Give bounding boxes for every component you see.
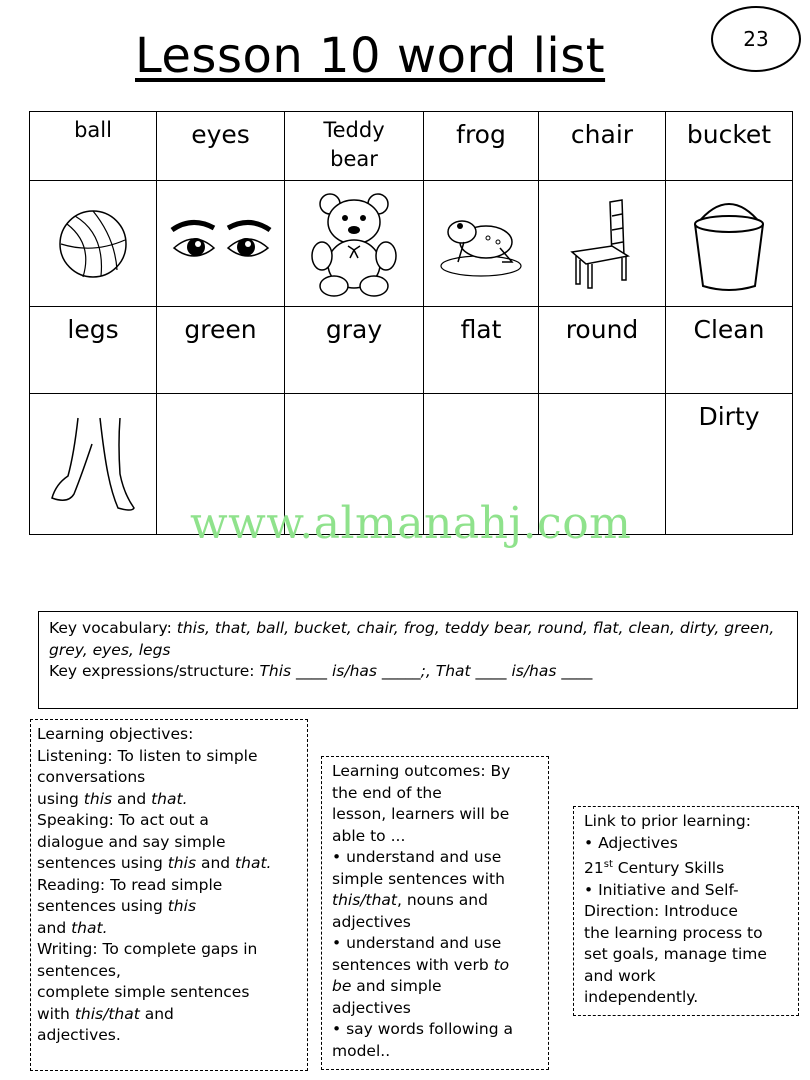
word-cell	[666, 307, 793, 394]
prior-line: Direction: Introduce	[584, 902, 738, 921]
outcomes-line: adjectives	[332, 912, 411, 931]
key-expressions-label: Key expressions/structure:	[49, 662, 260, 680]
frog-icon	[436, 204, 526, 284]
ball-icon	[53, 204, 133, 284]
word-cell	[285, 307, 424, 394]
bucket-icon	[689, 194, 769, 294]
prior-line: set goals, manage time	[584, 945, 767, 964]
word-cell	[424, 307, 539, 394]
picture-row-1	[30, 181, 793, 307]
outcomes-line: the end of the	[332, 783, 442, 802]
word-cell	[30, 307, 157, 394]
speaking-line: Speaking: To act out a	[37, 811, 209, 829]
word-flat: flat	[460, 315, 502, 344]
word-teddy-bear: Teddy bear	[323, 118, 385, 171]
word-cell	[157, 112, 285, 181]
word-cell	[30, 112, 157, 181]
word-eyes: eyes	[191, 120, 250, 149]
word-ball: ball	[74, 118, 112, 142]
word-chair: chair	[570, 120, 634, 149]
word-bucket: bucket	[686, 120, 772, 149]
page-number: 23	[711, 6, 801, 72]
key-expression-separator: ,	[425, 662, 436, 680]
word-legs: legs	[67, 315, 119, 344]
key-vocabulary-words-cont: grey, eyes, legs	[49, 640, 171, 659]
picture-cell	[157, 181, 285, 307]
legs-icon	[38, 414, 148, 514]
outcomes-line: lesson, learners will be	[332, 805, 510, 823]
word-list-table	[29, 111, 793, 535]
word-cell	[666, 394, 793, 535]
listening-line: using this and that.	[37, 789, 188, 808]
writing-line: adjectives.	[37, 1026, 121, 1044]
learning-objectives-box	[30, 719, 308, 1071]
page-title: Lesson 10 word list	[135, 28, 606, 84]
key-vocabulary-label: Key vocabulary:	[49, 619, 177, 637]
outcomes-line: model..	[332, 1041, 391, 1060]
picture-cell	[285, 181, 424, 307]
outcomes-line: able to ...	[332, 826, 406, 845]
outcomes-line: adjectives	[332, 998, 411, 1017]
picture-cell	[539, 181, 666, 307]
picture-cell	[424, 181, 539, 307]
picture-cell	[666, 181, 793, 307]
word-cell	[539, 112, 666, 181]
chair-icon	[562, 196, 642, 292]
word-round: round	[565, 315, 639, 344]
objectives-heading: Learning objectives:	[37, 725, 194, 743]
speaking-line: sentences using this and that.	[37, 854, 272, 872]
word-clean: Clean	[693, 315, 765, 344]
picture-cell	[30, 181, 157, 307]
word-gray: gray	[325, 315, 383, 344]
word-row-2	[30, 307, 793, 394]
key-expression-that: That ____ is/has ____	[435, 662, 593, 680]
key-vocabulary-words: this, that, ball, bucket, chair, frog, teddy bear, round, flat, clean, dirty, green,	[176, 619, 775, 637]
learning-outcomes-box	[321, 756, 549, 1070]
writing-line: Writing: To complete gaps in	[37, 940, 258, 958]
reading-line: sentences using this	[37, 897, 197, 915]
writing-line: sentences,	[37, 961, 121, 980]
prior-line: 21st Century Skills	[584, 859, 725, 878]
outcomes-line: this/that, nouns and	[332, 891, 488, 909]
prior-learning-box	[573, 806, 799, 1016]
word-cell	[666, 112, 793, 181]
eyes-icon	[166, 214, 276, 274]
word-frog: frog	[456, 120, 506, 149]
outcomes-line: • understand and use	[332, 934, 502, 952]
reading-line: Reading: To read simple	[37, 875, 223, 894]
writing-line: complete simple sentences	[37, 983, 250, 1001]
speaking-line: dialogue and say simple	[37, 832, 226, 851]
word-cell	[285, 112, 424, 181]
writing-line: with this/that and	[37, 1004, 174, 1023]
prior-line: independently.	[584, 988, 699, 1007]
watermark: www.almanahj.com	[190, 498, 632, 549]
outcomes-heading: Learning outcomes: By	[332, 762, 511, 780]
prior-line: and work	[584, 966, 656, 985]
outcomes-line: • say words following a	[332, 1020, 513, 1038]
word-green: green	[184, 315, 257, 344]
key-vocabulary-box	[38, 611, 798, 709]
prior-line: • Adjectives	[584, 833, 678, 852]
listening-line: conversations	[37, 768, 146, 786]
prior-line: the learning process to	[584, 923, 763, 942]
outcomes-line: sentences with verb to	[332, 955, 510, 974]
listening-line: Listening: To listen to simple	[37, 746, 258, 765]
outcomes-line: simple sentences with	[332, 869, 505, 888]
picture-cell	[30, 394, 157, 535]
teddy-bear-icon	[306, 190, 402, 298]
word-dirty: Dirty	[698, 402, 760, 431]
prior-heading: Link to prior learning:	[584, 812, 751, 830]
word-cell	[539, 307, 666, 394]
prior-line: • Initiative and Self-	[584, 880, 739, 899]
outcomes-line: • understand and use	[332, 848, 502, 866]
word-cell	[424, 112, 539, 181]
outcomes-line: be and simple	[332, 977, 442, 995]
key-expression-this: This ____ is/has _____;	[259, 662, 426, 680]
word-row-1	[30, 112, 793, 181]
reading-line: and that.	[37, 918, 108, 937]
word-cell	[157, 307, 285, 394]
